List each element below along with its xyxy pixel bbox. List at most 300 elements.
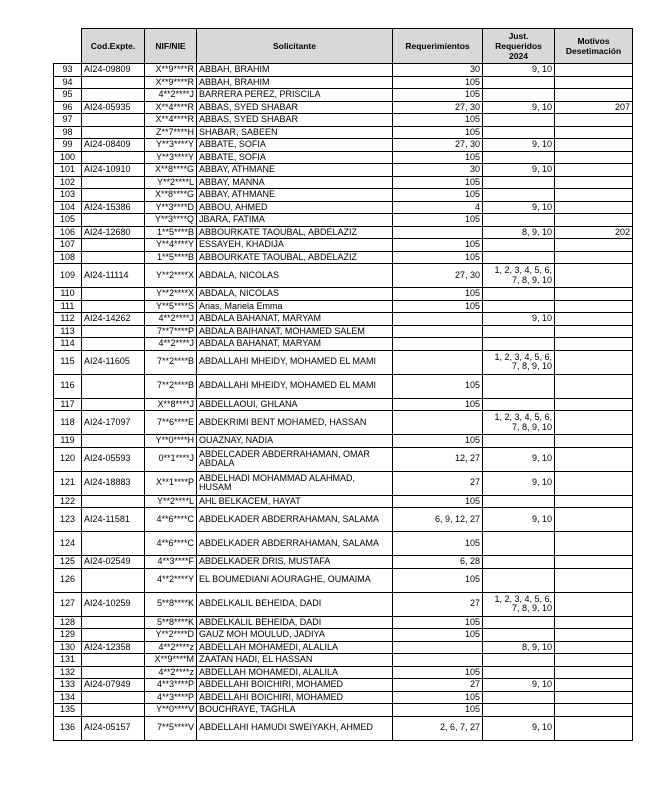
table-row — [54, 654, 633, 667]
cell-solicitante: ABDALLAHI MHEIDY, MOHAMED EL MAMI — [197, 350, 393, 374]
cell-solicitante: ZAATAN HADI, EL HASSAN — [197, 654, 393, 667]
cell-just-requeridos — [483, 89, 555, 102]
cell-nif-nie: 4**3****P — [145, 679, 197, 692]
table-row — [54, 532, 633, 556]
cell-motivos — [555, 288, 633, 301]
cell-requerimientos: 105 — [393, 76, 483, 89]
cell-requerimientos — [393, 325, 483, 338]
cell-cod-expte: AI24-09809 — [82, 64, 145, 77]
cell-solicitante: ABDELLAHI BOICHIRI, MOHAMED — [197, 679, 393, 692]
cell-solicitante: ABDALA, NICOLAS — [197, 288, 393, 301]
cell-requerimientos: 105 — [393, 435, 483, 448]
cell-motivos — [555, 495, 633, 508]
cell-motivos — [555, 300, 633, 313]
cell-cod-expte — [82, 398, 145, 411]
cell-requerimientos: 105 — [393, 398, 483, 411]
cell-motivos — [555, 616, 633, 629]
cell-just-requeridos: 9, 10 — [483, 716, 555, 740]
cell-solicitante: EL BOUMEDIANI AOURAGHE, OUMAIMA — [197, 568, 393, 592]
cell-solicitante: ABDELLAHI HAMUDI SWEIYAKH, AHMED — [197, 716, 393, 740]
cell-nif-nie: Y**5****S — [145, 300, 197, 313]
cell-requerimientos: 105 — [393, 89, 483, 102]
cell-number: 127 — [54, 592, 82, 616]
cell-cod-expte: AI24-11581 — [82, 508, 145, 532]
cell-solicitante: ABBAH, BRAHIM — [197, 64, 393, 77]
cell-cod-expte: AI24-05935 — [82, 101, 145, 114]
cell-nif-nie: 4**3****F — [145, 556, 197, 569]
table-row — [54, 64, 633, 77]
cell-requerimientos: 2, 6, 7, 27 — [393, 716, 483, 740]
cell-cod-expte — [82, 629, 145, 642]
cell-nif-nie: 4**2****z — [145, 666, 197, 679]
cell-requerimientos: 27 — [393, 471, 483, 495]
cell-number: 107 — [54, 239, 82, 252]
cell-motivos — [555, 508, 633, 532]
cell-nif-nie: X**8****J — [145, 398, 197, 411]
cell-just-requeridos — [483, 556, 555, 569]
cell-motivos — [555, 164, 633, 177]
cell-solicitante: ABBATE, SOFIA — [197, 139, 393, 152]
cell-solicitante: ESSAYEH, KHADIJA — [197, 239, 393, 252]
cell-number: 123 — [54, 508, 82, 532]
cell-requerimientos: 27 — [393, 592, 483, 616]
cell-number: 118 — [54, 411, 82, 435]
table-row — [54, 704, 633, 717]
cell-motivos — [555, 691, 633, 704]
cell-requerimientos — [393, 226, 483, 239]
cell-requerimientos: 27, 30 — [393, 101, 483, 114]
cell-solicitante: ABDELKADER ABDERRAHAMAN, SALAMA — [197, 508, 393, 532]
cell-number: 102 — [54, 176, 82, 189]
cell-motivos — [555, 716, 633, 740]
cell-solicitante: ABDELLAHI BOICHIRI, MOHAMED — [197, 691, 393, 704]
cell-motivos — [555, 374, 633, 398]
cell-requerimientos: 27, 30 — [393, 139, 483, 152]
cell-cod-expte — [82, 654, 145, 667]
table-row — [54, 592, 633, 616]
cell-motivos — [555, 126, 633, 139]
cell-nif-nie: X**4****R — [145, 114, 197, 127]
cell-solicitante: ABDELLAOUI, GHLANA — [197, 398, 393, 411]
cell-requerimientos: 12, 27 — [393, 447, 483, 471]
cell-requerimientos: 4 — [393, 201, 483, 214]
cell-nif-nie: X**1****P — [145, 471, 197, 495]
table-row — [54, 616, 633, 629]
cell-nif-nie: 7**7****P — [145, 325, 197, 338]
cell-cod-expte: AI24-07949 — [82, 679, 145, 692]
cell-just-requeridos — [483, 704, 555, 717]
cell-requerimientos: 105 — [393, 189, 483, 202]
cell-requerimientos — [393, 350, 483, 374]
table-row — [54, 716, 633, 740]
table-row — [54, 288, 633, 301]
cell-cod-expte: AI24-10259 — [82, 592, 145, 616]
cell-solicitante: ABDALA, NICOLAS — [197, 264, 393, 288]
cell-motivos — [555, 89, 633, 102]
table-row — [54, 126, 633, 139]
cell-cod-expte: AI24-14262 — [82, 313, 145, 326]
cell-just-requeridos — [483, 114, 555, 127]
cell-just-requeridos: 1, 2, 3, 4, 5, 6, 7, 8, 9, 10 — [483, 411, 555, 435]
cell-solicitante: AHL BELKACEM, HAYAT — [197, 495, 393, 508]
table-row — [54, 641, 633, 654]
cell-requerimientos: 105 — [393, 176, 483, 189]
cell-cod-expte — [82, 568, 145, 592]
cell-cod-expte: AI24-15386 — [82, 201, 145, 214]
table-row — [54, 435, 633, 448]
cell-cod-expte — [82, 704, 145, 717]
cell-requerimientos: 105 — [393, 151, 483, 164]
cell-nif-nie: 4**2****Y — [145, 568, 197, 592]
cell-motivos — [555, 176, 633, 189]
cell-just-requeridos: 9, 10 — [483, 64, 555, 77]
cell-just-requeridos: 9, 10 — [483, 508, 555, 532]
cell-number: 128 — [54, 616, 82, 629]
cell-requerimientos: 105 — [393, 288, 483, 301]
cell-requerimientos: 30 — [393, 164, 483, 177]
cell-just-requeridos — [483, 325, 555, 338]
cell-just-requeridos: 1, 2, 3, 4, 5, 6, 7, 8, 9, 10 — [483, 350, 555, 374]
cell-nif-nie: 0**1****J — [145, 447, 197, 471]
cell-just-requeridos — [483, 76, 555, 89]
cell-motivos — [555, 214, 633, 227]
cell-number: 133 — [54, 679, 82, 692]
cell-just-requeridos — [483, 532, 555, 556]
cell-number: 119 — [54, 435, 82, 448]
cell-nif-nie: X**8****G — [145, 164, 197, 177]
cell-cod-expte — [82, 114, 145, 127]
cell-number: 99 — [54, 139, 82, 152]
cell-number: 104 — [54, 201, 82, 214]
cell-motivos — [555, 139, 633, 152]
cell-just-requeridos — [483, 616, 555, 629]
cell-nif-nie: X**8****G — [145, 189, 197, 202]
table-row — [54, 139, 633, 152]
cell-number: 129 — [54, 629, 82, 642]
table-body — [54, 64, 633, 741]
header-requerimientos: Requerimientos — [393, 29, 483, 64]
cell-cod-expte — [82, 239, 145, 252]
cell-motivos — [555, 629, 633, 642]
cell-cod-expte: AI24-17097 — [82, 411, 145, 435]
cell-number: 126 — [54, 568, 82, 592]
cell-number: 135 — [54, 704, 82, 717]
cell-motivos — [555, 76, 633, 89]
cell-motivos — [555, 325, 633, 338]
cell-requerimientos: 105 — [393, 251, 483, 264]
cell-nif-nie: 4**2****z — [145, 641, 197, 654]
cell-cod-expte — [82, 189, 145, 202]
cell-solicitante: ABDELLAH MOHAMEDI, ALALILA — [197, 666, 393, 679]
cell-cod-expte — [82, 374, 145, 398]
cell-just-requeridos: 1, 2, 3, 4, 5, 6, 7, 8, 9, 10 — [483, 264, 555, 288]
cell-motivos — [555, 532, 633, 556]
cell-motivos — [555, 338, 633, 351]
cell-just-requeridos: 9, 10 — [483, 447, 555, 471]
cell-requerimientos — [393, 654, 483, 667]
cell-solicitante: ABDELKADER ABDERRAHAMAN, SALAMA — [197, 532, 393, 556]
cell-solicitante: ABBOURKATE TAOUBAL, ABDELAZIZ — [197, 226, 393, 239]
table-row — [54, 679, 633, 692]
cell-number: 131 — [54, 654, 82, 667]
cell-requerimientos: 105 — [393, 495, 483, 508]
cell-motivos — [555, 447, 633, 471]
cell-cod-expte: AI24-02549 — [82, 556, 145, 569]
cell-just-requeridos — [483, 151, 555, 164]
cell-nif-nie: 5**8****K — [145, 592, 197, 616]
cell-motivos — [555, 398, 633, 411]
cell-solicitante: ABDELKALIL BEHEIDA, DADI — [197, 592, 393, 616]
cell-requerimientos: 105 — [393, 214, 483, 227]
cell-cod-expte — [82, 338, 145, 351]
cell-solicitante: OUAZNAY, NADIA — [197, 435, 393, 448]
cell-nif-nie: 4**6****C — [145, 508, 197, 532]
cell-cod-expte — [82, 532, 145, 556]
cell-cod-expte: AI24-11605 — [82, 350, 145, 374]
cell-just-requeridos: 9, 10 — [483, 679, 555, 692]
cell-nif-nie: X**9****R — [145, 76, 197, 89]
cell-solicitante: ABBOURKATE TAOUBAL, ABDELAZIZ — [197, 251, 393, 264]
cell-solicitante: ABDEKRIMI BENT MOHAMED, HASSAN — [197, 411, 393, 435]
table-row — [54, 189, 633, 202]
cell-number: 101 — [54, 164, 82, 177]
table-row — [54, 666, 633, 679]
cell-cod-expte: AI24-05593 — [82, 447, 145, 471]
cell-cod-expte — [82, 435, 145, 448]
cell-cod-expte — [82, 300, 145, 313]
table-row — [54, 251, 633, 264]
table-row — [54, 508, 633, 532]
cell-cod-expte — [82, 325, 145, 338]
table-row — [54, 629, 633, 642]
cell-requerimientos: 105 — [393, 616, 483, 629]
cell-nif-nie: Y**3****Q — [145, 214, 197, 227]
cell-nif-nie: 4**3****P — [145, 691, 197, 704]
table-row — [54, 176, 633, 189]
cell-just-requeridos: 9, 10 — [483, 201, 555, 214]
cell-motivos — [555, 704, 633, 717]
cell-solicitante: ABBAS, SYED SHABAR — [197, 114, 393, 127]
cell-just-requeridos: 1, 2, 3, 4, 5, 6, 7, 8, 9, 10 — [483, 592, 555, 616]
cell-motivos — [555, 251, 633, 264]
cell-nif-nie: Y**2****L — [145, 176, 197, 189]
cell-just-requeridos — [483, 189, 555, 202]
cell-requerimientos — [393, 411, 483, 435]
header-number — [54, 29, 82, 64]
cell-motivos — [555, 568, 633, 592]
cell-number: 95 — [54, 89, 82, 102]
cell-cod-expte — [82, 288, 145, 301]
cell-solicitante: ABDELLAH MOHAMEDI, ALALILA — [197, 641, 393, 654]
cell-requerimientos: 6, 28 — [393, 556, 483, 569]
cell-number: 115 — [54, 350, 82, 374]
cell-just-requeridos — [483, 288, 555, 301]
table-row — [54, 568, 633, 592]
cell-cod-expte — [82, 176, 145, 189]
table-row — [54, 411, 633, 435]
cell-cod-expte — [82, 251, 145, 264]
cell-nif-nie: Y**2****X — [145, 288, 197, 301]
table-row — [54, 226, 633, 239]
cell-requerimientos: 105 — [393, 114, 483, 127]
cell-just-requeridos: 9, 10 — [483, 313, 555, 326]
cell-number: 113 — [54, 325, 82, 338]
cell-motivos: 207 — [555, 101, 633, 114]
header-motivos: Motivos Desetimación — [555, 29, 633, 64]
cell-requerimientos: 105 — [393, 126, 483, 139]
cell-number: 93 — [54, 64, 82, 77]
cell-number: 100 — [54, 151, 82, 164]
cell-just-requeridos — [483, 629, 555, 642]
cell-requerimientos — [393, 338, 483, 351]
cell-nif-nie: Y**0****H — [145, 435, 197, 448]
cell-requerimientos — [393, 641, 483, 654]
cell-requerimientos: 6, 9, 12, 27 — [393, 508, 483, 532]
cell-solicitante: ABDELCADER ABDERRAHAMAN, OMAR ABDALA — [197, 447, 393, 471]
document-page — [53, 28, 633, 741]
cell-motivos — [555, 666, 633, 679]
cell-just-requeridos: 9, 10 — [483, 139, 555, 152]
table-row — [54, 398, 633, 411]
cell-cod-expte — [82, 616, 145, 629]
cell-just-requeridos — [483, 338, 555, 351]
cell-nif-nie: Y**0****V — [145, 704, 197, 717]
cell-number: 120 — [54, 447, 82, 471]
cell-cod-expte — [82, 495, 145, 508]
table-row — [54, 313, 633, 326]
cell-number: 124 — [54, 532, 82, 556]
cell-just-requeridos — [483, 495, 555, 508]
cell-solicitante: ABBAY, MANNA — [197, 176, 393, 189]
cell-nif-nie: 7**2****B — [145, 350, 197, 374]
cell-just-requeridos — [483, 374, 555, 398]
cell-nif-nie: Y**2****D — [145, 629, 197, 642]
cell-number: 108 — [54, 251, 82, 264]
cell-requerimientos: 105 — [393, 704, 483, 717]
cell-motivos — [555, 151, 633, 164]
cell-nif-nie: X**9****M — [145, 654, 197, 667]
cell-motivos — [555, 264, 633, 288]
cell-requerimientos: 105 — [393, 532, 483, 556]
table-row — [54, 201, 633, 214]
cell-number: 96 — [54, 101, 82, 114]
cell-motivos: 202 — [555, 226, 633, 239]
cell-solicitante: ABDALA BAHANAT, MARYAM — [197, 313, 393, 326]
table-row — [54, 338, 633, 351]
cell-requerimientos: 105 — [393, 300, 483, 313]
cell-nif-nie: Y**4****Y — [145, 239, 197, 252]
cell-motivos — [555, 592, 633, 616]
cell-solicitante: BARRERA PEREZ, PRISCILA — [197, 89, 393, 102]
cell-number: 136 — [54, 716, 82, 740]
header-row — [54, 29, 633, 64]
cell-number: 105 — [54, 214, 82, 227]
cell-solicitante: BOUCHRAYE, TAGHLA — [197, 704, 393, 717]
cell-solicitante: ABDELKADER DRIS, MUSTAFA — [197, 556, 393, 569]
table-row — [54, 556, 633, 569]
cell-solicitante: ABDALA BAIHANAT, MOHAMED SALEM — [197, 325, 393, 338]
cell-just-requeridos — [483, 666, 555, 679]
cell-solicitante: SHABAR, SABEEN — [197, 126, 393, 139]
cell-just-requeridos — [483, 568, 555, 592]
cell-number: 132 — [54, 666, 82, 679]
cell-cod-expte: AI24-12358 — [82, 641, 145, 654]
cell-number: 122 — [54, 495, 82, 508]
cell-just-requeridos — [483, 654, 555, 667]
cell-solicitante: ABDALLAHI MHEIDY, MOHAMED EL MAMI — [197, 374, 393, 398]
cell-motivos — [555, 411, 633, 435]
cell-requerimientos: 105 — [393, 691, 483, 704]
table-row — [54, 239, 633, 252]
table-header — [54, 29, 633, 64]
header-nif-nie: NIF/NIE — [145, 29, 197, 64]
cell-cod-expte — [82, 151, 145, 164]
cell-motivos — [555, 679, 633, 692]
cell-just-requeridos — [483, 126, 555, 139]
cell-requerimientos: 105 — [393, 568, 483, 592]
cell-nif-nie: 5**8****K — [145, 616, 197, 629]
cell-just-requeridos: 8, 9, 10 — [483, 226, 555, 239]
cell-solicitante: ABDELHADI MOHAMMAD ALAHMAD, HUSAM — [197, 471, 393, 495]
table-row — [54, 101, 633, 114]
cell-requerimientos: 105 — [393, 629, 483, 642]
cell-solicitante: ABDELKALIL BEHEIDA, DADI — [197, 616, 393, 629]
table-row — [54, 495, 633, 508]
cell-requerimientos: 30 — [393, 64, 483, 77]
cell-nif-nie: Y**3****D — [145, 201, 197, 214]
cell-motivos — [555, 556, 633, 569]
cell-cod-expte: AI24-11114 — [82, 264, 145, 288]
cell-cod-expte — [82, 76, 145, 89]
cell-motivos — [555, 201, 633, 214]
cell-requerimientos: 27 — [393, 679, 483, 692]
cell-motivos — [555, 239, 633, 252]
cell-nif-nie: 4**2****J — [145, 313, 197, 326]
cell-solicitante: ABBAY, ATHMANE — [197, 164, 393, 177]
cell-solicitante: ABDALA BAHANAT, MARYAM — [197, 338, 393, 351]
table-row — [54, 374, 633, 398]
cell-cod-expte: AI24-10910 — [82, 164, 145, 177]
cell-nif-nie: 1**5****B — [145, 226, 197, 239]
cell-solicitante: ABBOU, AHMED — [197, 201, 393, 214]
cell-requerimientos: 105 — [393, 666, 483, 679]
cell-solicitante: ABBAH, BRAHIM — [197, 76, 393, 89]
table-row — [54, 471, 633, 495]
cell-just-requeridos — [483, 239, 555, 252]
cell-cod-expte: AI24-05157 — [82, 716, 145, 740]
cell-nif-nie: X**4****R — [145, 101, 197, 114]
cell-number: 109 — [54, 264, 82, 288]
cell-solicitante: JBARA, FATIMA — [197, 214, 393, 227]
table-row — [54, 447, 633, 471]
cell-just-requeridos — [483, 435, 555, 448]
cell-requerimientos: 105 — [393, 239, 483, 252]
cell-nif-nie: 4**6****C — [145, 532, 197, 556]
cell-nif-nie: Y**3****Y — [145, 151, 197, 164]
cell-nif-nie: 7**5****V — [145, 716, 197, 740]
cell-solicitante: GAUZ MOH MOULUD, JADIYA — [197, 629, 393, 642]
table-row — [54, 264, 633, 288]
cell-just-requeridos: 8, 9, 10 — [483, 641, 555, 654]
cell-number: 106 — [54, 226, 82, 239]
cell-motivos — [555, 313, 633, 326]
cell-number: 116 — [54, 374, 82, 398]
cell-just-requeridos — [483, 300, 555, 313]
cell-nif-nie: 4**2****J — [145, 338, 197, 351]
cell-number: 114 — [54, 338, 82, 351]
cell-just-requeridos — [483, 691, 555, 704]
cell-cod-expte: AI24-08409 — [82, 139, 145, 152]
